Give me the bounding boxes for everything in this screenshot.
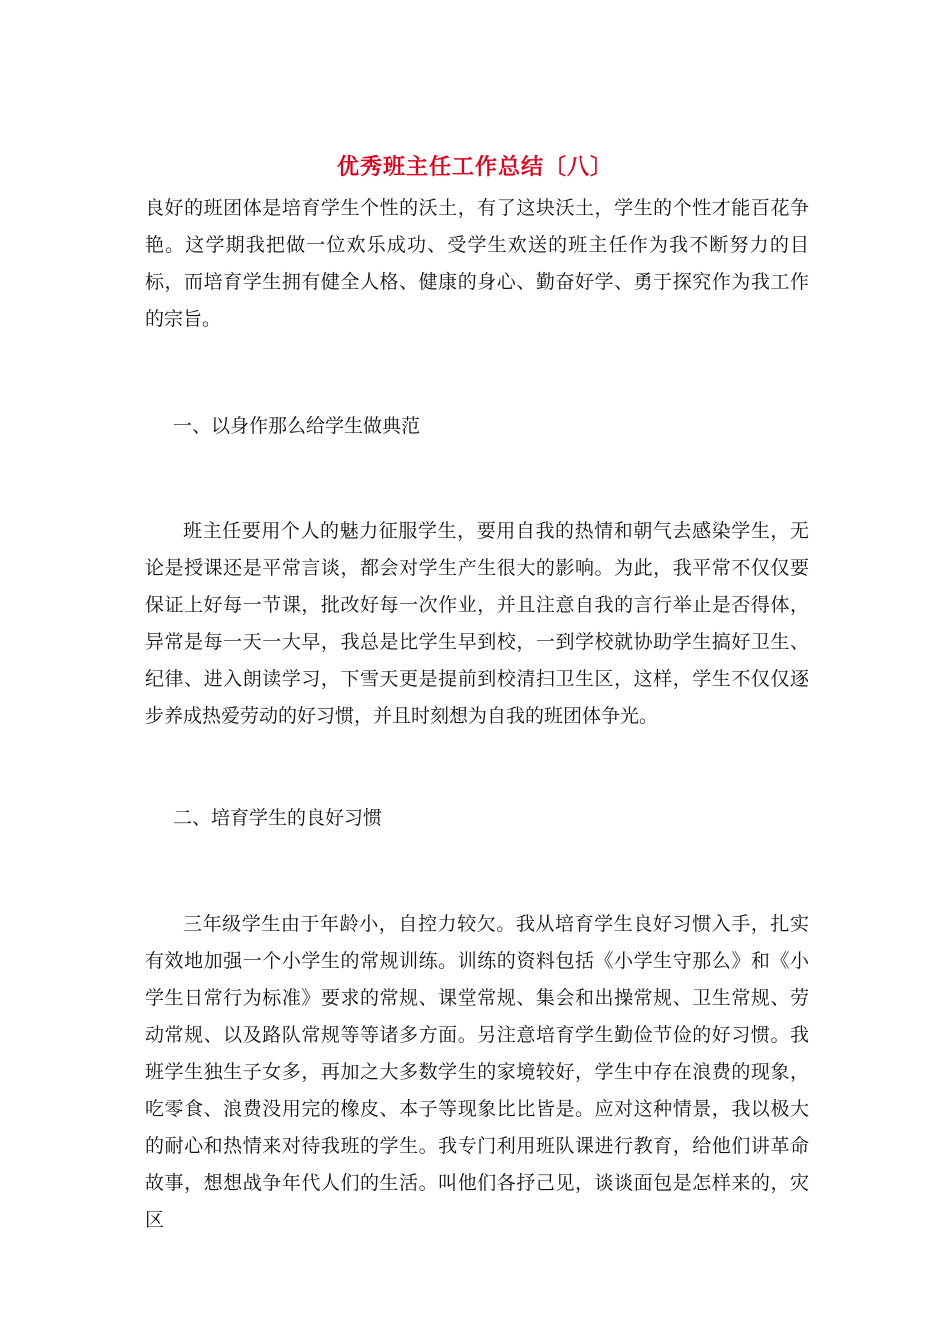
document-title: 优秀班主任工作总结〔八〕 — [336, 154, 613, 180]
section-body-1: 班主任要用个人的魅力征服学生，要用自我的热情和朝气去感染学生，无论是授课还是平常言谈，都会对学生产生很大的影响。为此，我平常不仅仅要保证上好每一节课，批改好每一次作业，并且注意自我的言行举止是否得体，异常是每一天一大早，我总是比学生早到校，一到学校就协助学生搞好卫生、纪律、进入朗读学习，下雪天更是提前到校清扫卫生区，这样，学生不仅仅逐步养成热爱劳动的好习惯，并且时刻想为自我的班团体争光。 — [145, 520, 809, 727]
intro-paragraph: 良好的班团体是培育学生个性的沃土，有了这块沃土，学生的个性才能百花争艳。这学期我把做一位欢乐成功、受学生欢送的班主任作为我不断努力的目标，而培育学生拥有健全人格、健康的身心、勤奋好学、勇于探究作为我工作的宗旨。 — [145, 197, 809, 330]
section-heading-2: 二、培育学生的良好习惯 — [173, 807, 383, 829]
section-body-2: 三年级学生由于年龄小，自控力较欠。我从培育学生良好习惯入手，扎实有效地加强一个小学生的常规训练。训练的资料包括《小学生守那么》和《小学生日常行为标准》要求的常规、课堂常规、集会和出操常规、卫生常规、劳动常规、以及路队常规等等诸多方面。另注意培育学生勤俭节俭的好习惯。我班学生独生子女多，再加之大多数学生的家境较好，学生中存在浪费的现象，吃零食、浪费没用完的橡皮、本子等现象比比皆是。应对这种情景，我以极大的耐心和热情来对待我班的学生。我专门利用班队课进行教育，给他们讲革命故事，想想战争年代人们的生活。叫他们各抒己见，谈谈面包是怎样来的，灾区 — [145, 913, 809, 1231]
section-heading-1: 一、以身作那么给学生做典范 — [173, 415, 421, 437]
